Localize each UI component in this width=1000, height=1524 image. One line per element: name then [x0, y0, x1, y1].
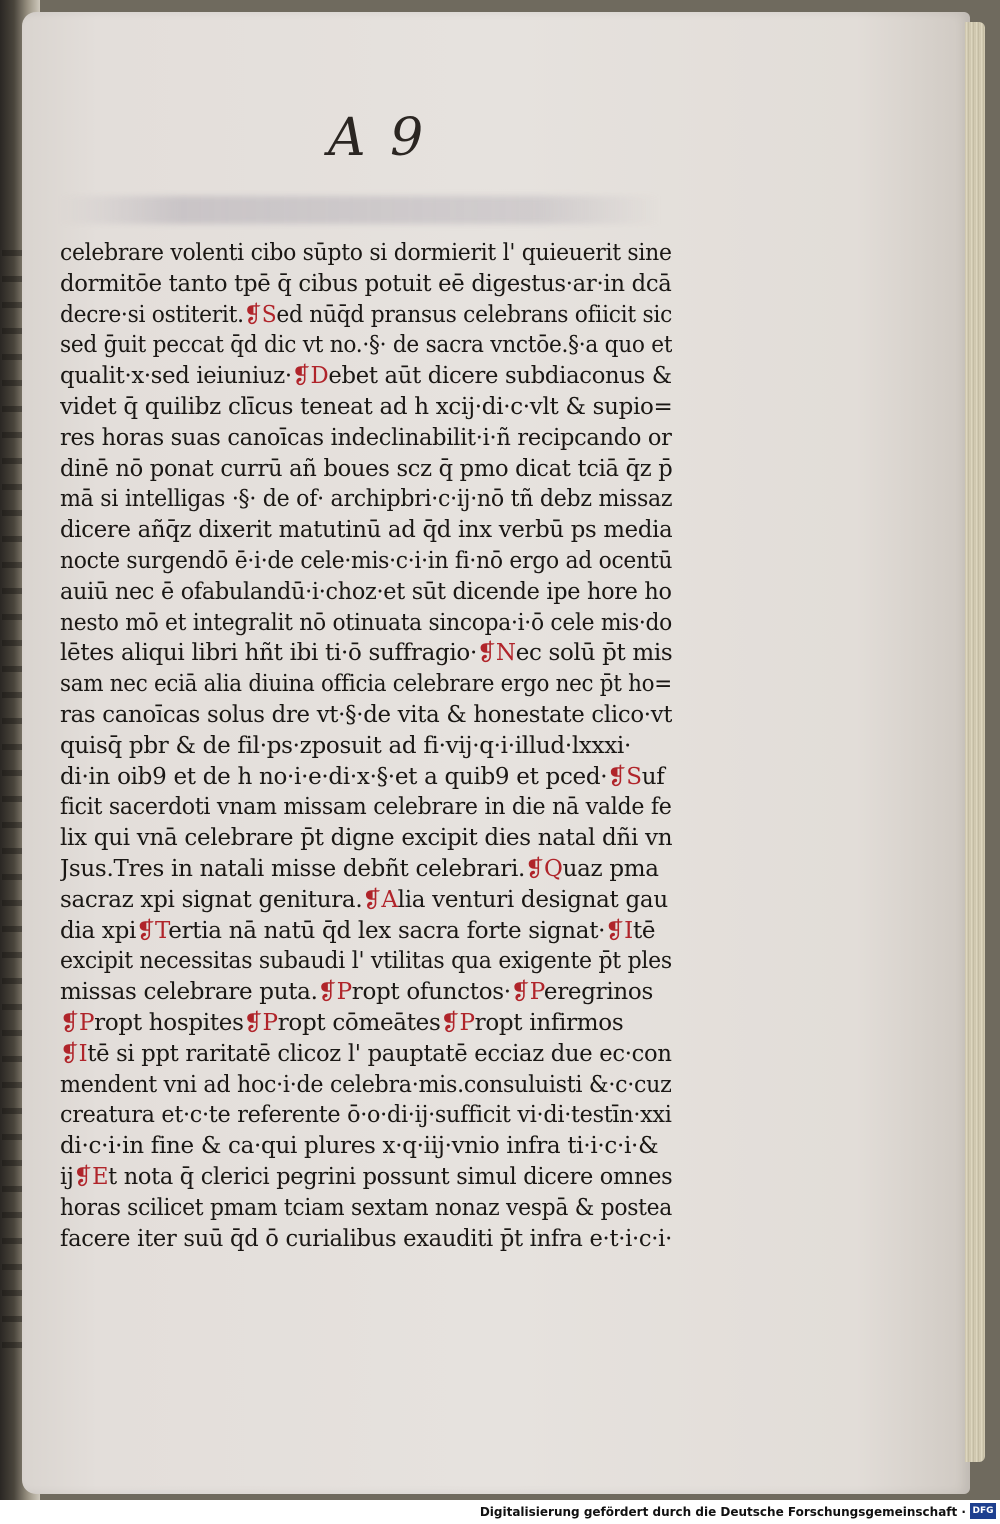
- text-line: videt q̄ quilibz clīcus teneat ad h xcij·di·c·vlt & supio=: [60, 393, 672, 420]
- page-stack-edge: [965, 22, 985, 1462]
- text-line: nesto mō et integralit nō otinuata sincopa·i·ō cele mis·do: [60, 609, 672, 636]
- rubricated-initial: ❡I: [60, 1040, 88, 1067]
- digitization-credit: Digitalisierung gefördert durch die Deutsche Forschungsgemeinschaft ·: [479, 1505, 966, 1519]
- text-line: sed ḡuit peccat q̄d dic vt no.·§· de sacra vnctōe.§·a quo et: [60, 332, 672, 359]
- text-line: ij❡Et nota q̄ clerici pegrini possunt simul dicere omnes: [60, 1163, 672, 1190]
- rubricated-initial: ❡P: [243, 1009, 278, 1036]
- text-line: decre·si ostiterit.❡Sed nūq̄d pransus celebrans ofiicit sic: [60, 301, 672, 328]
- text-line: sam nec eciā alia diuina officia celebrare ergo nec p̄t ho=: [60, 671, 672, 698]
- text-line: creatura et·c·te referente ō·o·di·ij·sufficit vi·di·testīn·xxi: [60, 1102, 672, 1129]
- text-line: ficit sacerdoti vnam missam celebrare in die nā valde fe: [60, 794, 672, 821]
- text-line: Jsus.Tres in natali misse debñt celebrari.❡Quaz pma: [60, 855, 659, 882]
- rubricated-initial: ❡A: [362, 886, 398, 913]
- rubricated-initial: ❡P: [317, 979, 352, 1006]
- text-line: celebrare volenti cibo sūpto si dormierit l' quieuerit sine: [60, 240, 672, 266]
- rubricated-initial: ❡D: [291, 363, 329, 390]
- rubricated-initial: ❡Q: [525, 855, 563, 882]
- text-line: lix qui vnā celebrare p̄t digne excipit dies natal dñi vn: [60, 825, 672, 852]
- text-line: qualit·x·sed ieiuniuz·❡Debet aūt dicere subdiaconus &: [60, 363, 672, 390]
- text-line: dormitōe tanto tpē q̄ cibus potuit eē digestus·ar·in dcā: [60, 270, 672, 297]
- text-line: ras canoīcas solus dre vt·§·de vita & honestate clico·vt: [60, 701, 672, 728]
- text-line: dia xpi❡Tertia nā natū q̄d lex sacra forte signat·❡Itē: [60, 917, 656, 944]
- text-line: mā si intelligas ·§· de of· archipbri·c·ij·nō tñ debz missaz: [60, 486, 672, 513]
- rubricated-initial: ❡P: [510, 979, 544, 1006]
- text-line: lētes aliqui libri hñt ibi ti·ō suffragio·❡Nec solū p̄t mis: [60, 640, 672, 667]
- ink-bleed-through: [60, 196, 660, 224]
- text-line: quisq̄ pbr & de fil·ps·zposuit ad fi·vij·q·i·illud·lxxxi·: [60, 732, 631, 759]
- rubricated-initial: ❡N: [476, 640, 516, 667]
- folio-mark: A 9: [328, 108, 428, 168]
- rubricated-initial: ❡I: [605, 917, 633, 944]
- text-line: horas scilicet pmam tciam sextam nonaz vespā & postea: [60, 1194, 672, 1221]
- text-line: di·c·i·in fine & ca·qui plures x·q·iij·vnio infra ti·i·c·i·&: [60, 1133, 659, 1160]
- text-column: [60, 238, 672, 1254]
- rubricated-initial: ❡P: [60, 1009, 95, 1036]
- rubricated-initial: ❡S: [243, 301, 277, 328]
- text-line: auiū nec ē ofabulandū·i·choz·et sūt dicende ipe hore ho: [60, 578, 672, 605]
- rubricated-initial: ❡T: [136, 917, 169, 944]
- text-line: excipit necessitas subaudi l' vtilitas qua exigente p̄t ples: [60, 948, 672, 975]
- rubricated-initial: ❡E: [73, 1163, 109, 1190]
- text-line: ❡Itē si ppt raritatē clicoz l' pauptatē ecciaz due ec·con: [60, 1040, 672, 1067]
- text-line: facere iter suū q̄d ō curialibus exauditi p̄t infra e·t·i·c·i·: [60, 1225, 672, 1252]
- text-line: ❡Propt hospites❡Propt cōmeātes❡Propt infirmos: [60, 1009, 624, 1036]
- rubricated-initial: ❡S: [607, 763, 642, 790]
- text-line: nocte surgendō ē·i·de cele·mis·c·i·in fi·nō ergo ad ocentū: [60, 547, 672, 574]
- text-line: di·in oib9 et de h no·i·e·di·x·§·et a quib9 et pced·❡Suf: [60, 763, 665, 790]
- text-line: dinē nō ponat currū añ boues scz q̄ pmo dicat tciā q̄z p̄: [60, 455, 672, 482]
- dfg-logo[interactable]: DFG: [970, 1503, 996, 1519]
- text-line: missas celebrare puta.❡Propt ofunctos·❡Peregrinos: [60, 979, 653, 1006]
- rubricated-initial: ❡P: [440, 1009, 475, 1036]
- text-line: mendent vni ad hoc·i·de celebra·mis.consuluisti &·c·cuz: [60, 1071, 672, 1098]
- text-line: sacraz xpi signat genitura.❡Alia venturi designat gau: [60, 886, 668, 913]
- text-line: res horas suas canoīcas indeclinabilit·i·ñ recipcando or: [60, 424, 672, 451]
- text-line: dicere añq̄z dixerit matutinū ad q̄d inx verbū ps media: [60, 517, 672, 544]
